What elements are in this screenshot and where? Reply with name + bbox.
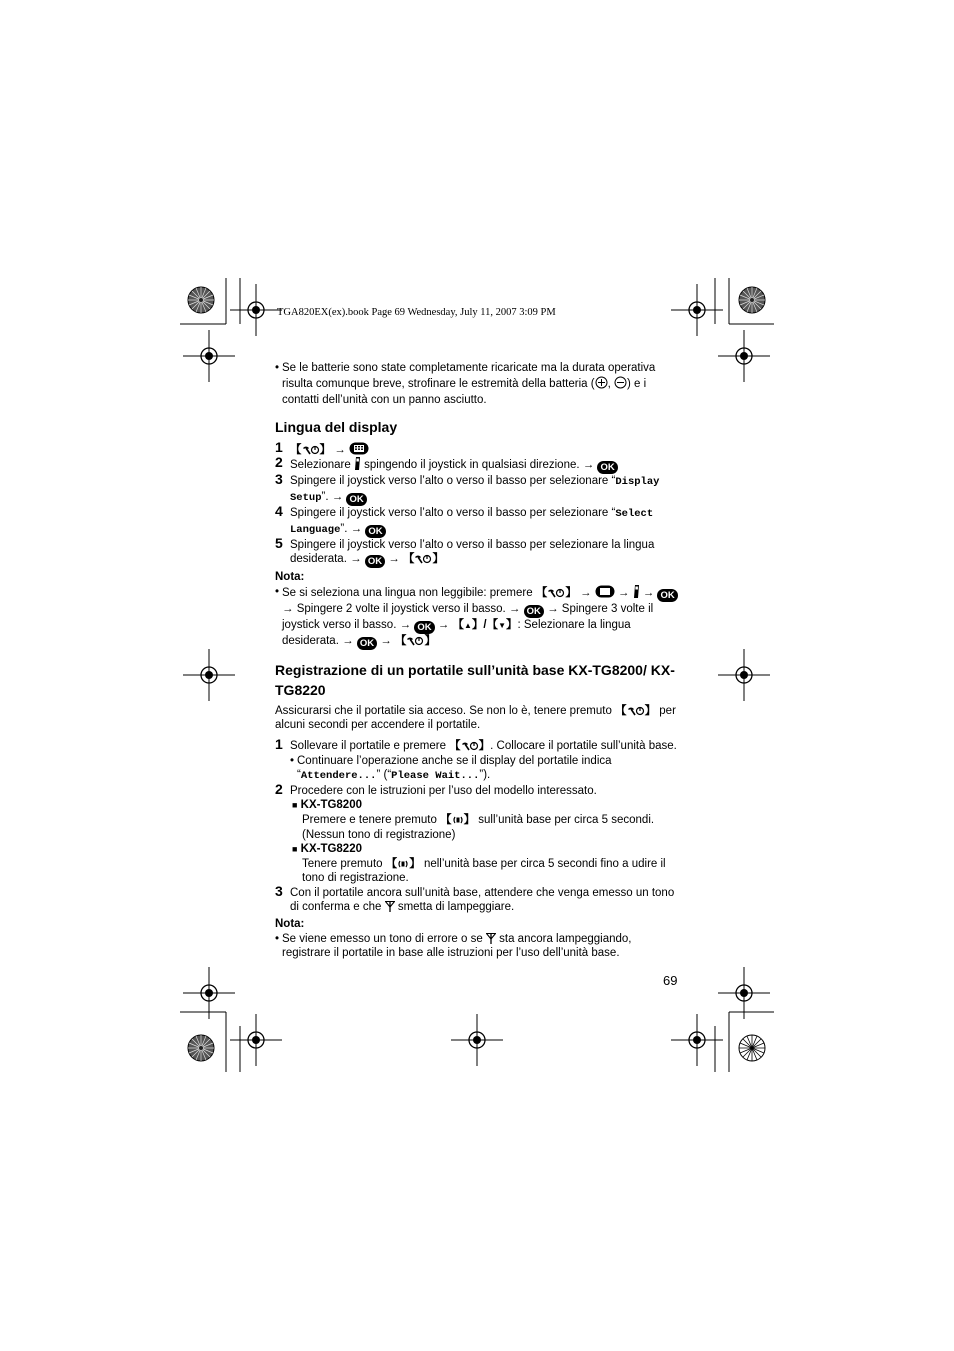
handset-power-icon <box>302 445 320 455</box>
note-error-tone: • Se viene emesso un tono di errore o se sta ancora lampeggiando, registrare il portatile in base alle istruzioni per l’uso dell’unità base. <box>275 932 680 961</box>
handset-power-icon <box>406 636 424 646</box>
step-2: 2 Selezionare spingendo il joystick in qualsiasi direzione. → OK <box>275 457 680 474</box>
handset-power-icon <box>547 588 565 598</box>
locator-key: 【 】 <box>440 813 476 826</box>
handset-power-icon <box>461 741 479 751</box>
ok-button-icon: OK <box>346 493 366 506</box>
note-label: Nota: <box>275 571 305 584</box>
section-title-registration: Registrazione di un portatile sull’unità base KX-TG8200/ KX-TG8220 <box>275 661 675 698</box>
ok-button-icon: OK <box>657 589 677 602</box>
up-arrow-icon: ▲ <box>463 620 472 630</box>
up-down-keys: 【▲】/【▼】 <box>452 618 518 631</box>
power-key: 【 】 <box>394 634 436 647</box>
ok-button-icon: OK <box>365 555 385 568</box>
locator-icon <box>452 815 464 825</box>
reg-step-3: 3 Con il portatile ancora sull’unità base, attendere che venga emesso un tono di conferma e che smetta di lampeggiare. <box>275 882 675 914</box>
step-3: 3 Spingere il joystick verso l’alto o verso il basso per selezionare “Display Setup”. → OK <box>275 471 660 505</box>
ok-button-icon: OK <box>597 461 617 474</box>
note-label: Nota: <box>275 918 305 931</box>
locator-icon <box>397 859 409 869</box>
print-header: TGA820EX(ex).book Page 69 Wednesday, July 11, 2007 3:09 PM <box>277 307 556 318</box>
power-key: 【 】 <box>402 553 444 566</box>
menu-icon <box>595 585 615 598</box>
power-key: 【 】 <box>535 586 577 599</box>
model-kx-tg8200-text: Premere e tenere premuto 【 】 sull’unità base per circa 5 secondi. (Nessun tono di registrazione) <box>302 813 655 841</box>
power-key: 【 】 <box>615 704 657 717</box>
model-kx-tg8220-text: Tenere premuto 【 】 nell’unità base per circa 5 secondi fino a udire il tono di registrazione. <box>302 857 666 885</box>
handset-power-icon <box>414 554 432 564</box>
step-4: 4 Spingere il joystick verso l’alto o verso il basso per selezionare “Select Language”. → OK <box>275 502 654 537</box>
power-key: 【 】 <box>449 739 491 752</box>
note-unreadable-language: • Se si seleziona una lingua non leggibile: premere 【 】 → → → OK → Spingere 2 volte il joystick verso il basso. → OK → Spingere 3 volte il joystick verso il basso. → OK → 【▲】/【▼】: Selezionare la lingua desiderata. → OK → 【 】 <box>275 585 680 650</box>
step-5: 5 Spingere il joystick verso l’alto o verso il basso per selezionare la lingua desiderata. → OK → 【 】 <box>275 534 655 568</box>
battery-tip: • Se le batterie sono state completamente ricaricate ma la durata operativa risulta comunque breve, strofinare le estremità della batteria ( , ) e i contatti dell’unità con un panno asciutto. <box>275 361 680 408</box>
model-kx-tg8200: ■ KX-TG8200 <box>292 799 362 812</box>
handset-settings-icon <box>354 457 361 470</box>
ok-button-icon: OK <box>357 637 377 650</box>
section-title-display-language: Lingua del display <box>275 418 398 435</box>
reg-step-2: 2 Procedere con le istruzioni per l’uso del modello interessato. <box>275 780 597 797</box>
registration-intro: Assicurarsi che il portatile sia acceso. Se non lo è, tenere premuto 【 】 per alcuni secondi per accendere il portatile. <box>275 704 676 732</box>
battery-plus-icon <box>595 376 608 394</box>
locator-key: 【 】 <box>385 857 421 870</box>
ok-button-icon: OK <box>414 621 434 634</box>
page-content <box>275 361 680 961</box>
handset-power-icon <box>627 706 645 716</box>
step-1: 1 【 】 → <box>275 442 680 458</box>
reg-step-1-bullet: • Continuare l’operazione anche se il display del portatile indica “Attendere...” (“Please Wait...”). <box>290 754 680 784</box>
page-number: 69 <box>663 973 678 988</box>
antenna-icon <box>385 901 395 912</box>
down-arrow-icon: ▼ <box>498 620 506 630</box>
reg-step-1: 1 Sollevare il portatile e premere 【 】. Collocare il portatile sull’unità base. <box>275 735 677 752</box>
handset-settings-icon <box>633 585 640 598</box>
ok-button-icon: OK <box>524 605 544 618</box>
antenna-icon <box>486 933 496 944</box>
model-kx-tg8220: ■ KX-TG8220 <box>292 843 362 856</box>
power-key: 【 】 <box>290 443 331 456</box>
menu-icon <box>349 442 369 455</box>
battery-minus-icon <box>614 376 627 394</box>
ok-button-icon: OK <box>365 525 385 538</box>
